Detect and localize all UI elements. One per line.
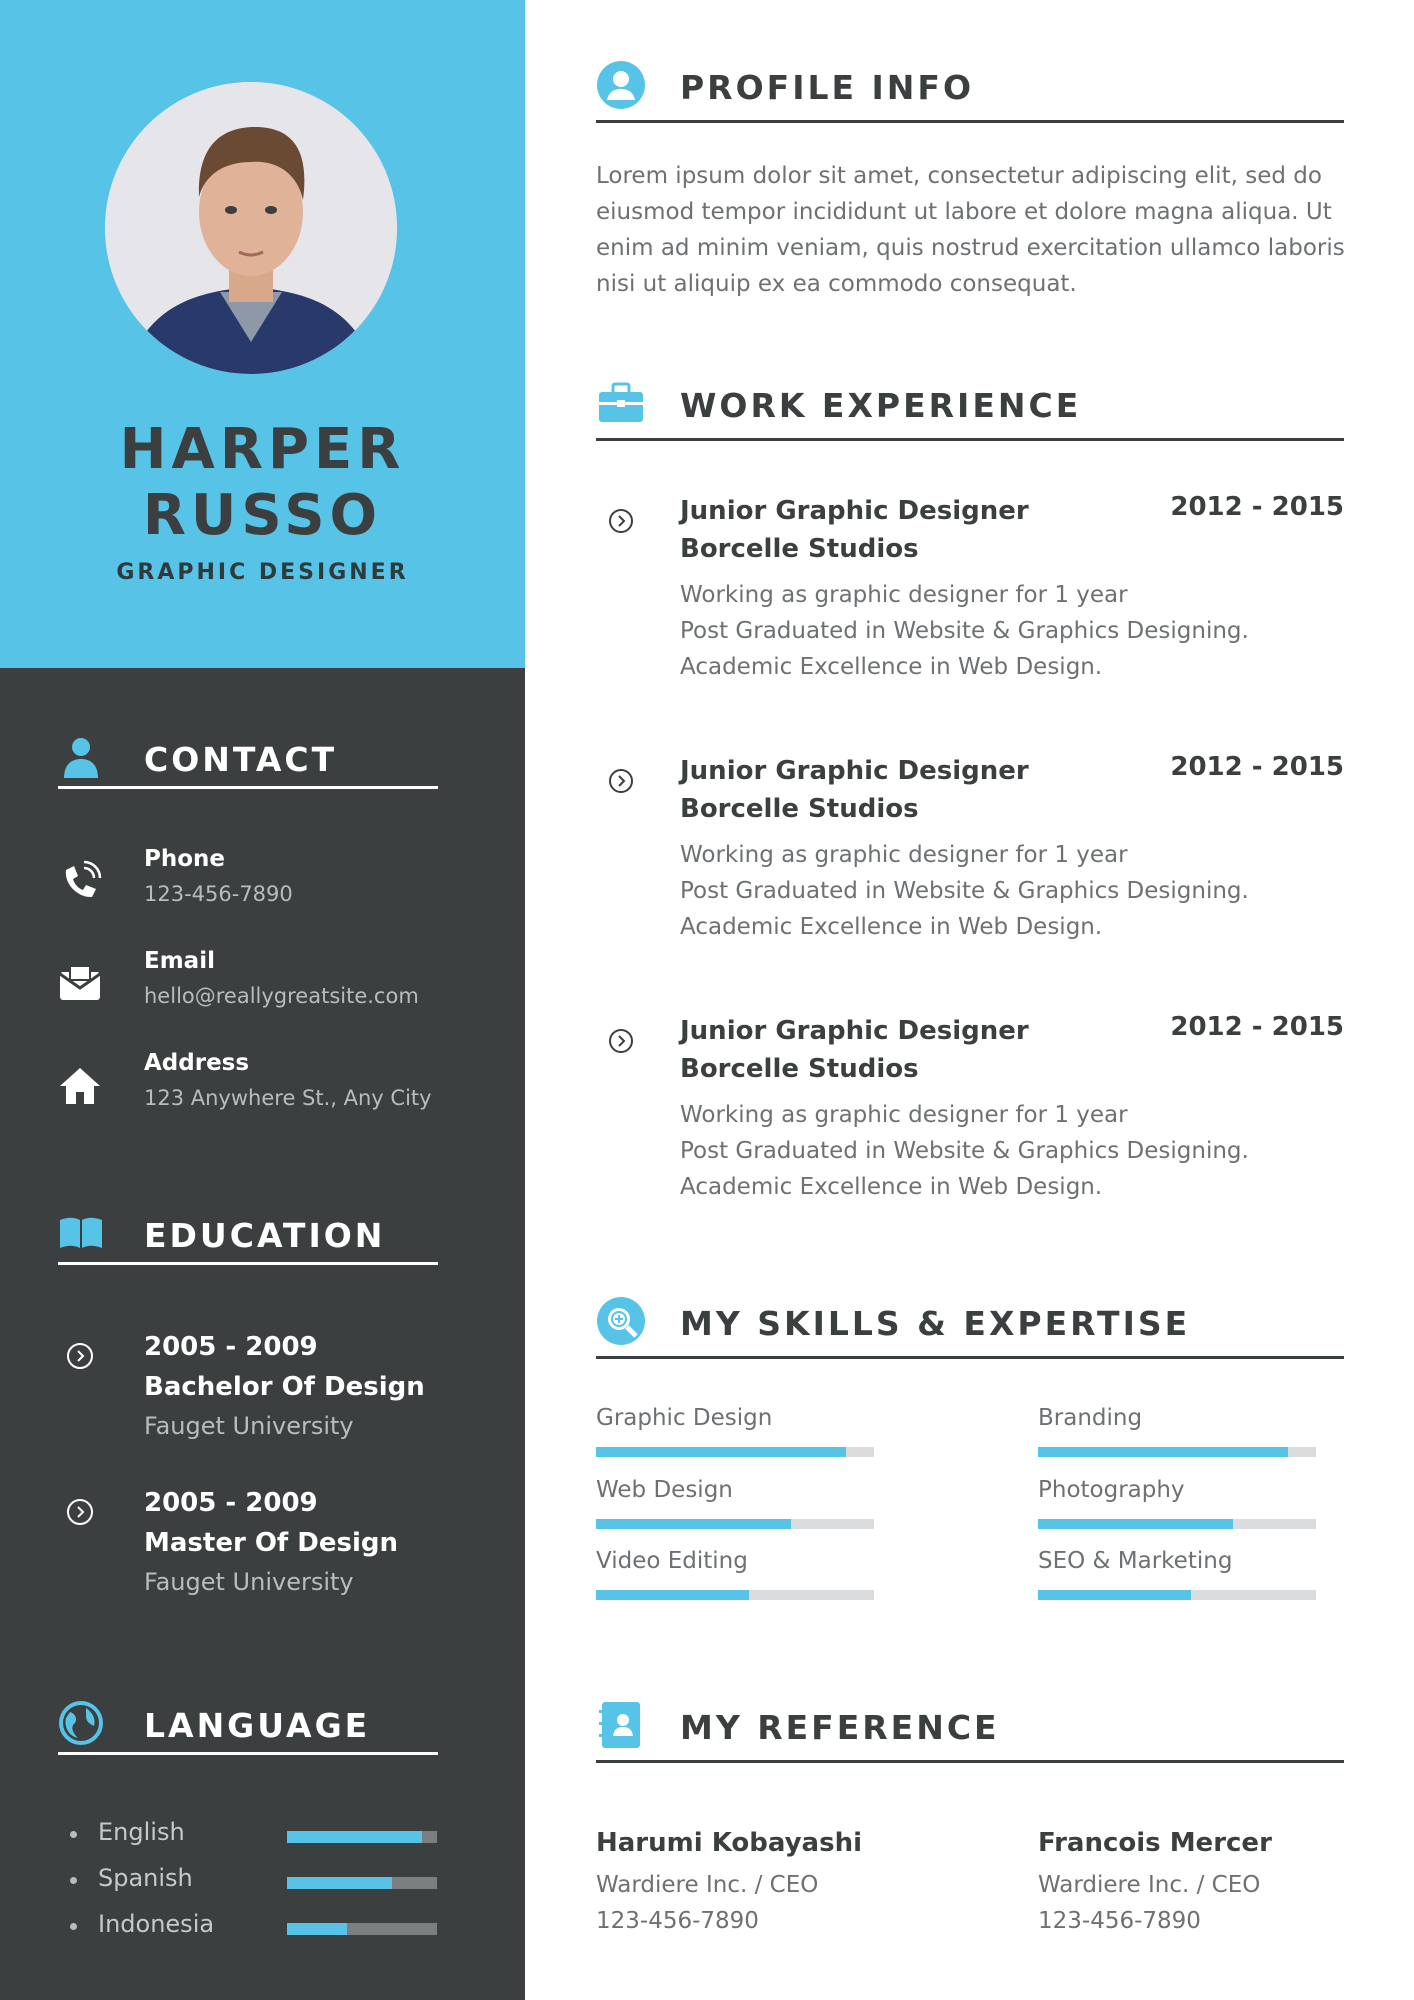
work-section-header xyxy=(596,372,1344,441)
contact-email xyxy=(58,948,458,1018)
bullet-dot xyxy=(70,1831,77,1838)
skill-level-bar xyxy=(596,1519,874,1529)
education-school: Fauget University xyxy=(144,1412,354,1440)
job-description-line: Academic Excellence in Web Design. xyxy=(680,654,1103,680)
email-icon xyxy=(58,962,102,1006)
skill-level-bar xyxy=(596,1590,874,1600)
job-title: Junior Graphic Designer xyxy=(680,756,1029,786)
reference-item xyxy=(1038,1828,1414,1938)
language-section-header xyxy=(58,1692,438,1755)
job-company: Borcelle Studios xyxy=(680,1054,919,1084)
job-years: 2012 - 2015 xyxy=(1170,752,1344,782)
bullet-dot xyxy=(70,1877,77,1884)
reference-position: Wardiere Inc. / CEO xyxy=(596,1872,819,1898)
education-school: Fauget University xyxy=(144,1568,354,1596)
last-name: RUSSO xyxy=(142,483,383,548)
language-name: Indonesia xyxy=(98,1910,215,1938)
job-description-line: Academic Excellence in Web Design. xyxy=(680,914,1103,940)
skill-level-bar xyxy=(1038,1519,1316,1529)
contact-book-icon xyxy=(596,1700,646,1750)
skill-item xyxy=(596,1477,876,1537)
skill-level-fill xyxy=(596,1447,846,1457)
work-item xyxy=(596,1012,1344,1226)
contact-phone xyxy=(58,846,458,916)
skill-name: Photography xyxy=(1038,1477,1185,1503)
job-description-line: Working as graphic designer for 1 year xyxy=(680,842,1128,868)
job-title: Junior Graphic Designer xyxy=(680,1016,1029,1046)
reference-name: Harumi Kobayashi xyxy=(596,1828,862,1858)
avatar xyxy=(105,82,397,374)
sidebar xyxy=(0,0,525,2000)
header-panel xyxy=(0,0,525,668)
phone-label: Phone xyxy=(144,846,226,872)
job-company: Borcelle Studios xyxy=(680,794,919,824)
skill-level-fill xyxy=(1038,1590,1191,1600)
language-name: Spanish xyxy=(98,1864,193,1892)
skill-level-bar xyxy=(1038,1447,1316,1457)
language-name: English xyxy=(98,1818,185,1846)
language-level-fill xyxy=(287,1923,347,1935)
search-gear-icon xyxy=(596,1296,646,1346)
reference-phone: 123-456-7890 xyxy=(1038,1908,1201,1934)
user-circle-icon xyxy=(596,60,646,110)
skill-name: Branding xyxy=(1038,1405,1143,1431)
language-level-bar xyxy=(287,1831,437,1843)
job-description-line: Post Graduated in Website & Graphics Designing. xyxy=(680,878,1249,904)
job-description-line: Working as graphic designer for 1 year xyxy=(680,1102,1128,1128)
profile-title: PROFILE INFO xyxy=(680,68,975,107)
skill-name: Web Design xyxy=(596,1477,733,1503)
language-title: LANGUAGE xyxy=(144,1706,371,1745)
work-item xyxy=(596,492,1344,706)
skill-item xyxy=(596,1548,876,1608)
skills-title: MY SKILLS & EXPERTISE xyxy=(680,1304,1191,1343)
education-degree: Bachelor Of Design xyxy=(144,1372,425,1402)
skill-item xyxy=(1038,1405,1318,1465)
language-item xyxy=(70,1864,450,1894)
briefcase-icon xyxy=(596,378,646,428)
education-years: 2005 - 2009 xyxy=(144,1488,318,1518)
profile-section-header xyxy=(596,54,1344,123)
job-years: 2012 - 2015 xyxy=(1170,1012,1344,1042)
skills-section-header xyxy=(596,1290,1344,1359)
skill-level-fill xyxy=(1038,1447,1288,1457)
reference-title: MY REFERENCE xyxy=(680,1708,1000,1747)
first-name: HARPER xyxy=(119,417,406,482)
skill-name: SEO & Marketing xyxy=(1038,1548,1233,1574)
contact-address xyxy=(58,1050,458,1120)
skill-name: Graphic Design xyxy=(596,1405,773,1431)
book-icon xyxy=(58,1210,104,1256)
reference-position: Wardiere Inc. / CEO xyxy=(1038,1872,1261,1898)
arrow-circle-icon xyxy=(66,1498,94,1526)
person-icon xyxy=(58,734,104,780)
job-description-line: Working as graphic designer for 1 year xyxy=(680,582,1128,608)
arrow-circle-icon xyxy=(608,1028,634,1054)
skill-level-fill xyxy=(1038,1519,1233,1529)
job-description-line: Post Graduated in Website & Graphics Designing. xyxy=(680,1138,1249,1164)
job-description-line: Academic Excellence in Web Design. xyxy=(680,1174,1103,1200)
skill-item xyxy=(596,1405,876,1465)
profile-text: Lorem ipsum dolor sit amet, consectetur adipiscing elit, sed do eiusmod tempor incididunt ut labore et dolore magna aliqua. Ut enim ad minim veniam, quis nostrud exercitation ullamco laboris nisi ut aliquip ex ea commodo consequat. xyxy=(596,163,1345,297)
address-value: 123 Anywhere St., Any City xyxy=(144,1086,432,1110)
language-item xyxy=(70,1910,450,1940)
skill-name: Video Editing xyxy=(596,1548,748,1574)
language-item xyxy=(70,1818,450,1848)
arrow-circle-icon xyxy=(608,768,634,794)
job-description-line: Post Graduated in Website & Graphics Designing. xyxy=(680,618,1249,644)
reference-item xyxy=(596,1828,996,1938)
reference-section-header xyxy=(596,1694,1344,1763)
phone-value: 123-456-7890 xyxy=(144,882,293,906)
education-item xyxy=(58,1488,478,1608)
globe-icon xyxy=(58,1700,104,1746)
skill-item xyxy=(1038,1548,1318,1608)
email-value: hello@reallygreatsite.com xyxy=(144,984,419,1008)
education-section-header xyxy=(58,1202,438,1265)
skill-level-fill xyxy=(596,1519,791,1529)
address-label: Address xyxy=(144,1050,250,1076)
contact-title: CONTACT xyxy=(144,740,338,779)
work-title: WORK EXPERIENCE xyxy=(680,386,1082,425)
contact-section-header xyxy=(58,726,438,789)
job-company: Borcelle Studios xyxy=(680,534,919,564)
bullet-dot xyxy=(70,1923,77,1930)
job-years: 2012 - 2015 xyxy=(1170,492,1344,522)
phone-icon xyxy=(58,860,102,904)
language-level-bar xyxy=(287,1877,437,1889)
education-title: EDUCATION xyxy=(144,1216,386,1255)
arrow-circle-icon xyxy=(608,508,634,534)
reference-name: Francois Mercer xyxy=(1038,1828,1272,1858)
skill-level-bar xyxy=(1038,1590,1316,1600)
arrow-circle-icon xyxy=(66,1342,94,1370)
job-role: GRAPHIC DESIGNER xyxy=(116,560,409,585)
skill-item xyxy=(1038,1477,1318,1537)
job-title: Junior Graphic Designer xyxy=(680,496,1029,526)
education-years: 2005 - 2009 xyxy=(144,1332,318,1362)
language-level-bar xyxy=(287,1923,437,1935)
work-item xyxy=(596,752,1344,966)
email-label: Email xyxy=(144,948,215,974)
education-degree: Master Of Design xyxy=(144,1528,399,1558)
reference-phone: 123-456-7890 xyxy=(596,1908,759,1934)
education-item xyxy=(58,1332,478,1452)
home-icon xyxy=(58,1064,102,1108)
skill-level-fill xyxy=(596,1590,749,1600)
language-level-fill xyxy=(287,1877,392,1889)
language-level-fill xyxy=(287,1831,422,1843)
skill-level-bar xyxy=(596,1447,874,1457)
